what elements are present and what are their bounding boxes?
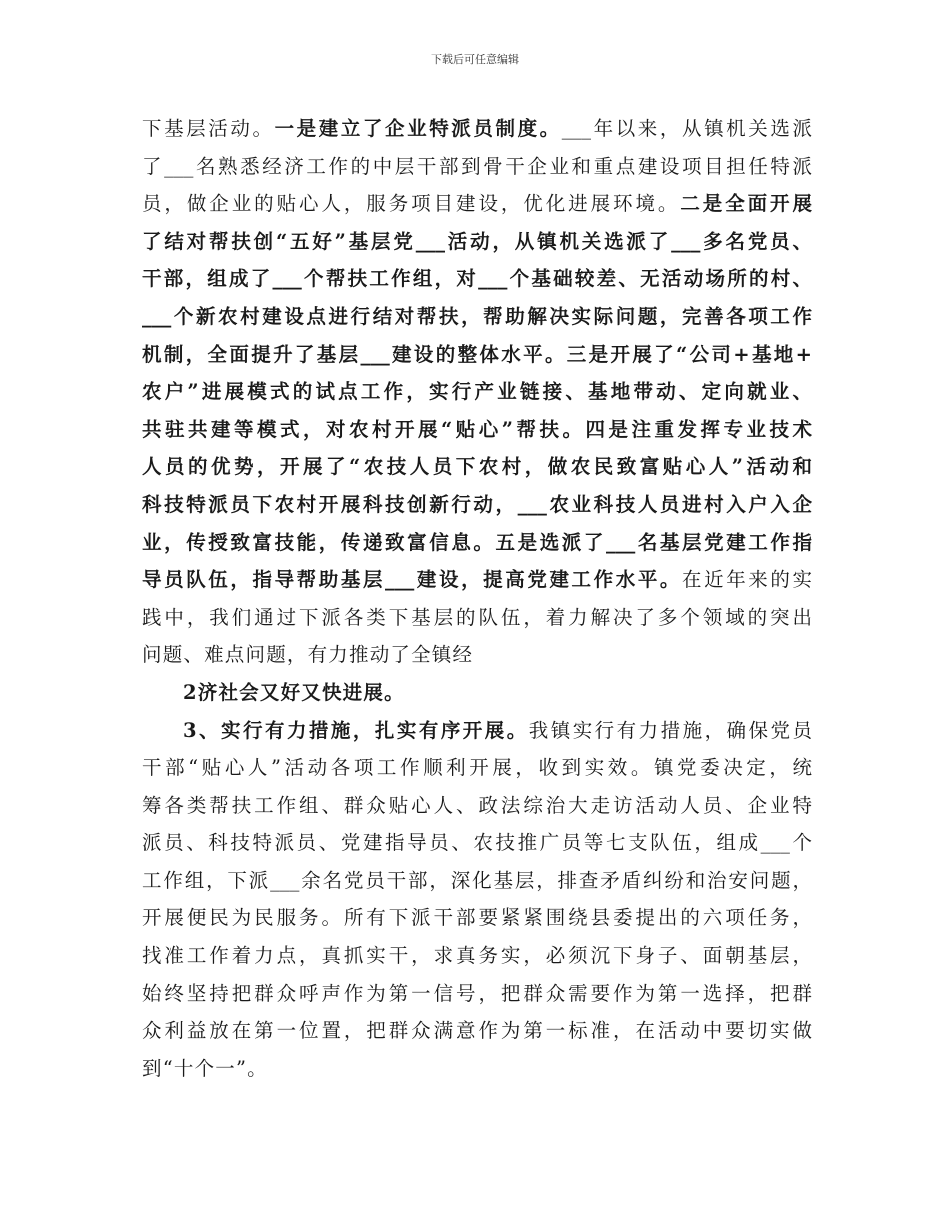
text-line	[142, 599, 812, 637]
text-line	[142, 223, 812, 261]
bold-text-segment: 干部，组成了___个帮扶工作组，对___个基础较差、无活动场所的村、	[142, 267, 812, 291]
text-segment: 员，做企业的贴心人，服务项目建设，优化进展环境。	[142, 192, 681, 216]
text-line	[142, 448, 812, 486]
text-segment: 众利益放在第一位置，把群众满意作为第一标准，在活动中要切实做	[142, 1019, 812, 1043]
text-segment: 找准工作着力点，真抓实干，求真务实，必须沉下身子、面朝基层，	[142, 944, 812, 968]
text-line	[142, 937, 812, 975]
text-line	[142, 373, 812, 411]
text-line	[142, 824, 812, 862]
text-segment: 下基层活动。	[142, 117, 275, 140]
bold-text-segment: 人员的优势，开展了“农技人员下农村，做农民致富贴心人”活动和	[142, 455, 812, 479]
bold-text-segment: 了结对帮扶创“五好”基层党___活动，从镇机关选派了___多名党员、	[142, 229, 812, 253]
text-segment: 派员、科技特派员、党建指导员、农技推广员等七支队伍，组成___个	[142, 831, 812, 855]
text-segment: 干部“贴心人”活动各项工作顺利开展，收到实效。镇党委决定，统	[142, 756, 812, 780]
document-body	[142, 110, 812, 1087]
text-line	[142, 1050, 812, 1088]
bold-text-segment: 3、实行有力措施，扎实有序开展。	[183, 718, 529, 742]
text-segment: 始终坚持把群众呼声作为第一信号，把群众需要作为第一选择，把群	[142, 981, 812, 1005]
text-line	[142, 975, 812, 1013]
text-line	[142, 636, 812, 674]
bold-text-segment: 共驻共建等模式，对农村开展“贴心”帮扶。四是注重发挥专业技术	[142, 417, 812, 441]
bold-text-segment: 二是全面开展	[680, 192, 812, 216]
text-line	[142, 185, 812, 223]
text-segment: 践中，我们通过下派各类下基层的队伍，着力解决了多个领域的突出	[142, 605, 812, 629]
text-line	[142, 1012, 812, 1050]
text-line	[142, 336, 812, 374]
text-segment: 在近年来的实	[682, 568, 812, 592]
text-line	[142, 148, 812, 186]
text-segment: 筹各类帮扶工作组、群众贴心人、政法综治大走访活动人员、企业特	[142, 793, 812, 817]
text-line	[142, 862, 812, 900]
page-header-title: 下载后可任意编辑	[431, 53, 519, 66]
text-line	[142, 712, 812, 750]
text-line	[142, 524, 812, 562]
text-line	[142, 561, 812, 599]
bold-text-segment: 2济社会又好又快进展。	[183, 680, 405, 704]
text-line	[142, 486, 812, 524]
bold-text-segment: 机制，全面提升了基层___建设的整体水平。三是开展了“公司+基地+	[142, 342, 812, 366]
text-line	[142, 749, 812, 787]
text-line	[142, 110, 812, 148]
bold-text-segment: 导员队伍，指导帮助基层___建设，提高党建工作水平。	[142, 568, 683, 592]
bold-text-segment: ___个新农村建设点进行结对帮扶，帮助解决实际问题，完善各项工作	[142, 304, 812, 328]
text-line	[142, 298, 812, 336]
bold-text-segment: 一是建立了企业特派员制度。	[274, 117, 562, 140]
bold-text-segment: 科技特派员下农村开展科技创新行动，___农业科技人员进村入户入企	[142, 492, 812, 516]
text-segment: 了___名熟悉经济工作的中层干部到骨干企业和重点建设项目担任特派	[142, 154, 812, 178]
text-segment: ___年以来，从镇机关选派	[561, 117, 812, 140]
text-line	[142, 260, 812, 298]
text-line	[142, 411, 812, 449]
text-segment: 开展便民为民服务。所有下派干部要紧紧围绕县委提出的六项任务，	[142, 906, 812, 930]
text-line	[142, 899, 812, 937]
text-line	[142, 787, 812, 825]
bold-text-segment: 业，传授致富技能，传递致富信息。五是选派了___名基层党建工作指	[142, 530, 812, 554]
text-segment: 工作组，下派___余名党员干部，深化基层，排查矛盾纠纷和治安问题，	[142, 868, 812, 892]
bold-text-segment: 农户”进展模式的试点工作，实行产业链接、基地带动、定向就业、	[142, 380, 812, 404]
text-segment: 我镇实行有力措施，确保党员	[528, 718, 812, 742]
text-segment: 到“十个一”。	[142, 1056, 268, 1080]
text-segment: 问题、难点问题，有力推动了全镇经	[142, 643, 474, 667]
text-line	[142, 674, 812, 712]
